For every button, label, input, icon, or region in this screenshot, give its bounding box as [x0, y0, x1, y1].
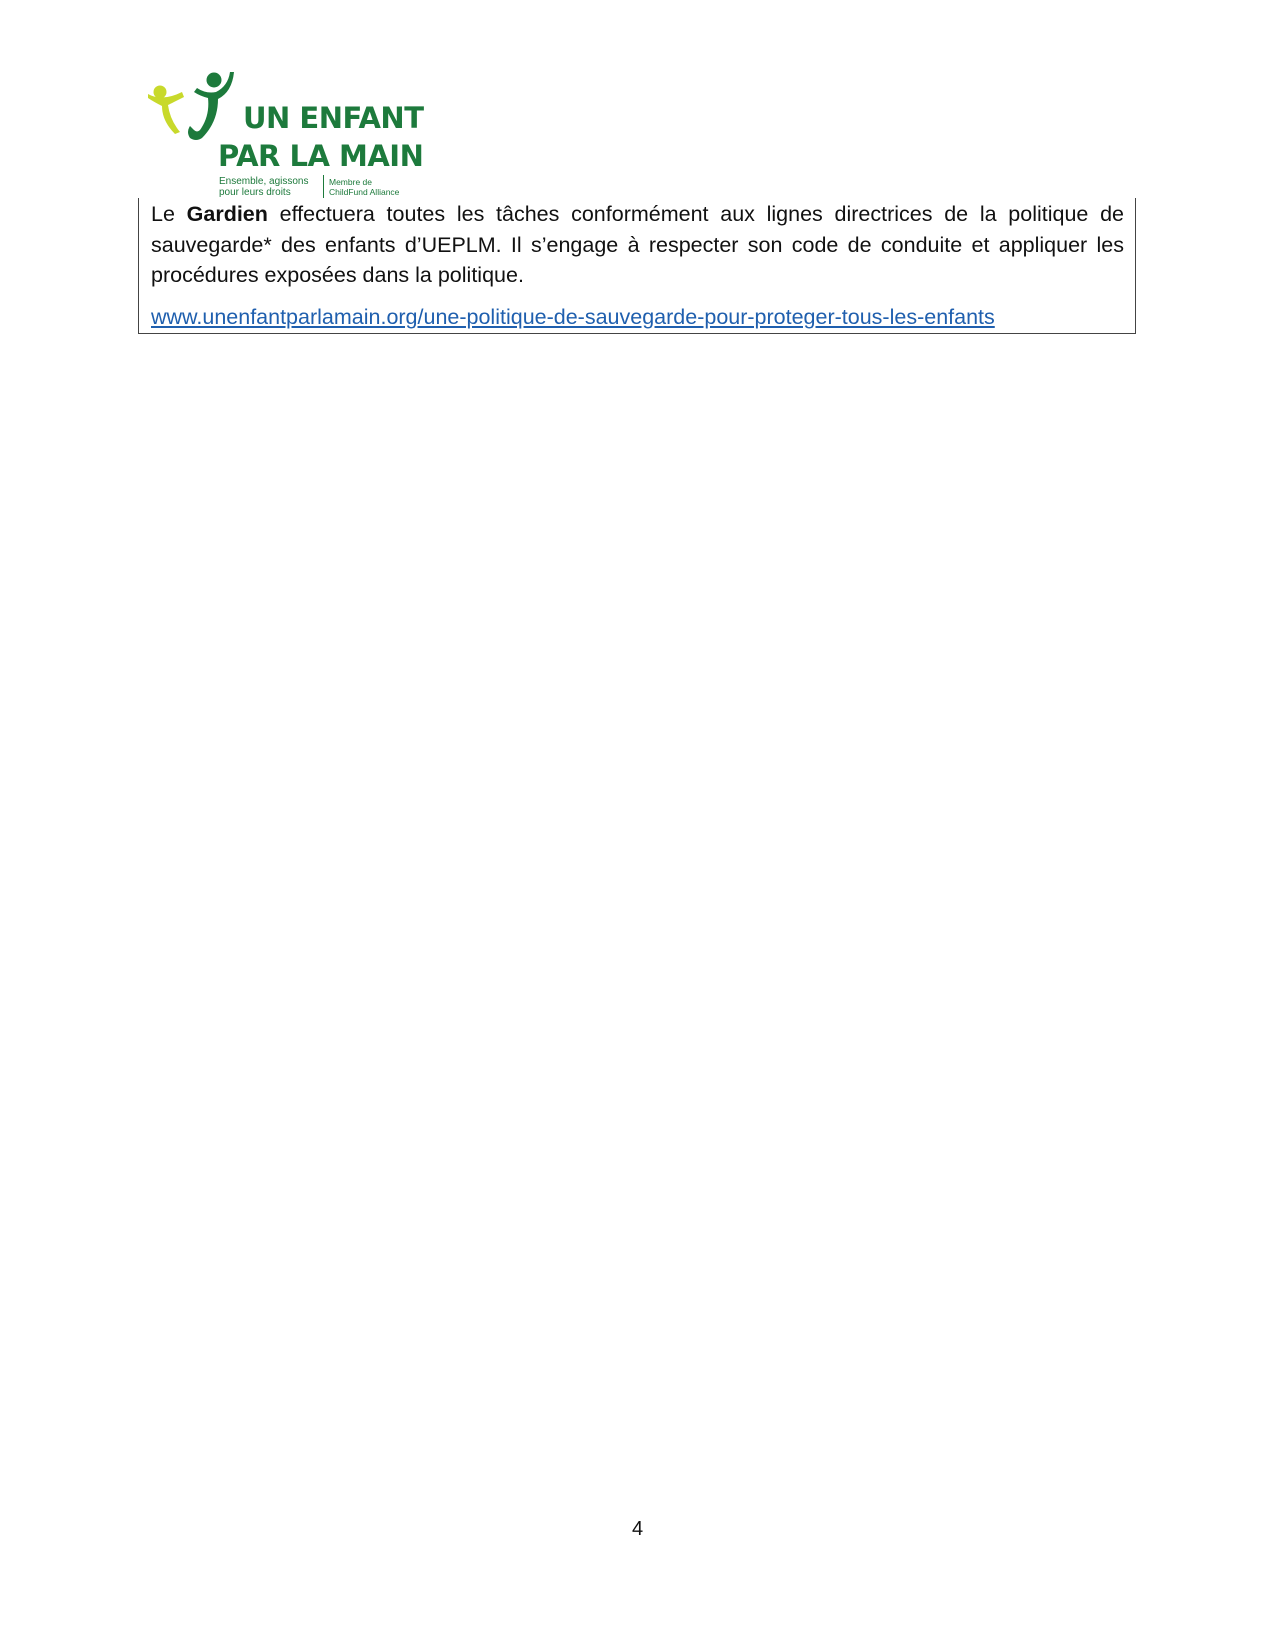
paragraph-body: effectuera toutes les tâches conformément aux lignes directrices de la politique de sauvegarde* des enfants d’UEPLM. Il s’engage à respecter son code de conduite et appliquer les procédures exposées dans la politique.	[151, 202, 1125, 287]
logo-name-line1: UN ENFANT	[243, 101, 424, 135]
logo-name-line2: PAR LA MAIN	[218, 139, 424, 173]
paragraph-prefix: Le	[151, 202, 187, 226]
role-name: Gardien	[186, 202, 268, 226]
children-figures-icon	[148, 72, 258, 147]
logo-divider	[323, 175, 324, 198]
logo-membership: Membre de ChildFund Alliance	[329, 177, 400, 197]
organization-logo	[148, 72, 424, 200]
logo-tagline: Ensemble, agissons pour leurs droits	[219, 176, 309, 198]
page-number: 4	[631, 1518, 644, 1540]
policy-link[interactable]: www.unenfantparlamain.org/une-politique-de-sauvegarde-pour-proteger-tous-les-enfants	[151, 305, 995, 329]
policy-statement-box	[138, 198, 1136, 334]
policy-paragraph	[151, 199, 1124, 291]
